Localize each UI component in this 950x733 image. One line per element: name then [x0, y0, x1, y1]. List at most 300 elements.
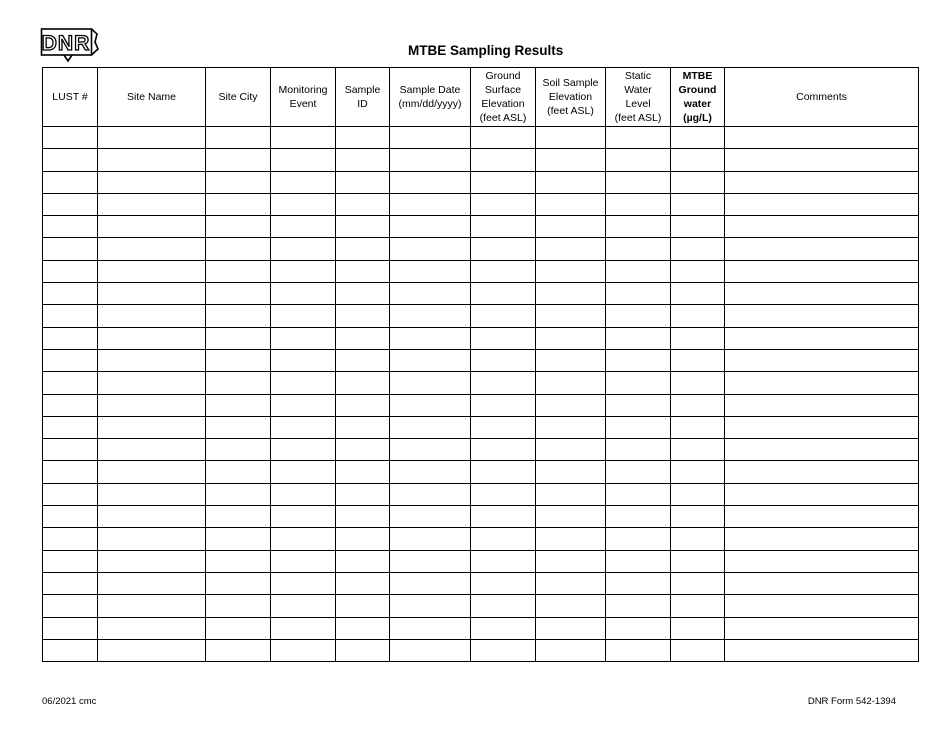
table-cell-static-water-level[interactable]: [606, 238, 671, 260]
page-title: MTBE Sampling Results: [408, 43, 564, 58]
table-cell-soil-sample-elevation[interactable]: [536, 617, 606, 639]
table-cell-ground-surface-elevation[interactable]: [471, 349, 536, 371]
table-cell-ground-surface-elevation[interactable]: [471, 260, 536, 282]
table-row: [43, 483, 919, 505]
table-cell-sample-id[interactable]: [336, 639, 390, 661]
table-cell-site-city[interactable]: [206, 327, 271, 349]
table-cell-comments[interactable]: [725, 127, 919, 149]
table-cell-site-name[interactable]: [98, 439, 206, 461]
table-cell-site-city[interactable]: [206, 149, 271, 171]
table-cell-comments[interactable]: [725, 595, 919, 617]
table-cell-lust[interactable]: [43, 394, 98, 416]
table-cell-mtbe-groundwater[interactable]: [671, 171, 725, 193]
table-cell-mtbe-groundwater[interactable]: [671, 327, 725, 349]
table-row: [43, 127, 919, 149]
table-cell-mtbe-groundwater[interactable]: [671, 528, 725, 550]
table-cell-ground-surface-elevation[interactable]: [471, 572, 536, 594]
table-cell-static-water-level[interactable]: [606, 550, 671, 572]
table-cell-monitoring-event[interactable]: [271, 572, 336, 594]
table-cell-comments[interactable]: [725, 528, 919, 550]
table-cell-site-name[interactable]: [98, 572, 206, 594]
table-cell-sample-date[interactable]: [390, 639, 471, 661]
table-cell-soil-sample-elevation[interactable]: [536, 260, 606, 282]
table-cell-comments[interactable]: [725, 394, 919, 416]
table-cell-site-city[interactable]: [206, 595, 271, 617]
table-cell-site-city[interactable]: [206, 260, 271, 282]
table-row: [43, 171, 919, 193]
table-cell-sample-id[interactable]: [336, 193, 390, 215]
table-cell-mtbe-groundwater[interactable]: [671, 550, 725, 572]
table-cell-mtbe-groundwater[interactable]: [671, 617, 725, 639]
table-cell-monitoring-event[interactable]: [271, 216, 336, 238]
table-cell-ground-surface-elevation[interactable]: [471, 283, 536, 305]
table-cell-monitoring-event[interactable]: [271, 439, 336, 461]
column-header-line: Elevation: [481, 98, 525, 110]
table-cell-site-city[interactable]: [206, 127, 271, 149]
footer-form-number: DNR Form 542-1394: [807, 696, 896, 707]
table-cell-ground-surface-elevation[interactable]: [471, 372, 536, 394]
column-header-line: water: [683, 98, 712, 110]
table-cell-static-water-level[interactable]: [606, 528, 671, 550]
table-cell-mtbe-groundwater[interactable]: [671, 595, 725, 617]
table-cell-mtbe-groundwater[interactable]: [671, 639, 725, 661]
table-cell-sample-date[interactable]: [390, 327, 471, 349]
table-cell-static-water-level[interactable]: [606, 639, 671, 661]
table-cell-sample-id[interactable]: [336, 216, 390, 238]
table-cell-comments[interactable]: [725, 260, 919, 282]
column-header-line: (feet ASL): [614, 112, 662, 124]
table-cell-static-water-level[interactable]: [606, 595, 671, 617]
table-cell-site-city[interactable]: [206, 372, 271, 394]
table-cell-sample-id[interactable]: [336, 439, 390, 461]
table-cell-mtbe-groundwater[interactable]: [671, 349, 725, 371]
table-cell-soil-sample-elevation[interactable]: [536, 461, 606, 483]
table-cell-site-city[interactable]: [206, 305, 271, 327]
table-cell-sample-date[interactable]: [390, 171, 471, 193]
table-cell-mtbe-groundwater[interactable]: [671, 283, 725, 305]
column-header-line: (µg/L): [683, 112, 712, 124]
table-cell-comments[interactable]: [725, 193, 919, 215]
table-cell-ground-surface-elevation[interactable]: [471, 528, 536, 550]
table-cell-static-water-level[interactable]: [606, 349, 671, 371]
table-cell-mtbe-groundwater[interactable]: [671, 483, 725, 505]
table-cell-comments[interactable]: [725, 461, 919, 483]
results-table: [42, 67, 919, 662]
table-cell-site-name[interactable]: [98, 506, 206, 528]
table-cell-site-name[interactable]: [98, 394, 206, 416]
table-cell-ground-surface-elevation[interactable]: [471, 639, 536, 661]
table-cell-lust[interactable]: [43, 372, 98, 394]
table-cell-sample-date[interactable]: [390, 461, 471, 483]
table-cell-site-city[interactable]: [206, 483, 271, 505]
table-cell-soil-sample-elevation[interactable]: [536, 238, 606, 260]
table-row: [43, 260, 919, 282]
table-cell-site-name[interactable]: [98, 349, 206, 371]
table-cell-site-city[interactable]: [206, 550, 271, 572]
table-cell-sample-date[interactable]: [390, 260, 471, 282]
table-cell-sample-id[interactable]: [336, 238, 390, 260]
table-cell-ground-surface-elevation[interactable]: [471, 171, 536, 193]
table-cell-site-city[interactable]: [206, 349, 271, 371]
table-cell-lust[interactable]: [43, 439, 98, 461]
table-cell-static-water-level[interactable]: [606, 283, 671, 305]
table-cell-soil-sample-elevation[interactable]: [536, 283, 606, 305]
table-cell-lust[interactable]: [43, 305, 98, 327]
table-cell-site-name[interactable]: [98, 550, 206, 572]
table-cell-sample-date[interactable]: [390, 394, 471, 416]
table-cell-sample-id[interactable]: [336, 595, 390, 617]
table-cell-lust[interactable]: [43, 416, 98, 438]
table-cell-lust[interactable]: [43, 506, 98, 528]
table-cell-comments[interactable]: [725, 617, 919, 639]
table-cell-site-name[interactable]: [98, 283, 206, 305]
table-cell-site-name[interactable]: [98, 149, 206, 171]
table-row: [43, 149, 919, 171]
table-cell-lust[interactable]: [43, 550, 98, 572]
table-cell-site-name[interactable]: [98, 528, 206, 550]
table-cell-mtbe-groundwater[interactable]: [671, 238, 725, 260]
table-cell-sample-id[interactable]: [336, 127, 390, 149]
table-cell-sample-id[interactable]: [336, 149, 390, 171]
table-cell-comments[interactable]: [725, 439, 919, 461]
column-header-line: Water: [624, 84, 652, 96]
table-cell-monitoring-event[interactable]: [271, 595, 336, 617]
table-cell-sample-id[interactable]: [336, 483, 390, 505]
table-cell-site-name[interactable]: [98, 372, 206, 394]
table-cell-site-city[interactable]: [206, 238, 271, 260]
table-cell-sample-date[interactable]: [390, 439, 471, 461]
table-cell-site-name[interactable]: [98, 260, 206, 282]
table-cell-sample-date[interactable]: [390, 283, 471, 305]
table-cell-comments[interactable]: [725, 349, 919, 371]
table-cell-ground-surface-elevation[interactable]: [471, 461, 536, 483]
table-cell-soil-sample-elevation[interactable]: [536, 305, 606, 327]
table-cell-monitoring-event[interactable]: [271, 327, 336, 349]
table-cell-static-water-level[interactable]: [606, 461, 671, 483]
column-header-site-name: [98, 68, 206, 127]
table-cell-mtbe-groundwater[interactable]: [671, 372, 725, 394]
table-cell-lust[interactable]: [43, 327, 98, 349]
table-cell-ground-surface-elevation[interactable]: [471, 617, 536, 639]
table-cell-static-water-level[interactable]: [606, 572, 671, 594]
table-cell-comments[interactable]: [725, 283, 919, 305]
table-cell-comments[interactable]: [725, 572, 919, 594]
table-cell-site-name[interactable]: [98, 127, 206, 149]
table-cell-sample-id[interactable]: [336, 617, 390, 639]
table-cell-monitoring-event[interactable]: [271, 461, 336, 483]
table-cell-site-name[interactable]: [98, 216, 206, 238]
table-cell-mtbe-groundwater[interactable]: [671, 193, 725, 215]
table-cell-monitoring-event[interactable]: [271, 506, 336, 528]
table-cell-lust[interactable]: [43, 149, 98, 171]
table-cell-ground-surface-elevation[interactable]: [471, 127, 536, 149]
table-cell-static-water-level[interactable]: [606, 394, 671, 416]
table-cell-monitoring-event[interactable]: [271, 416, 336, 438]
table-cell-site-city[interactable]: [206, 506, 271, 528]
table-cell-lust[interactable]: [43, 127, 98, 149]
table-row: [43, 349, 919, 371]
table-row: [43, 639, 919, 661]
table-cell-static-water-level[interactable]: [606, 171, 671, 193]
table-cell-site-name[interactable]: [98, 639, 206, 661]
table-cell-comments[interactable]: [725, 327, 919, 349]
table-cell-site-city[interactable]: [206, 416, 271, 438]
table-cell-sample-date[interactable]: [390, 149, 471, 171]
table-cell-monitoring-event[interactable]: [271, 528, 336, 550]
table-cell-ground-surface-elevation[interactable]: [471, 550, 536, 572]
table-cell-monitoring-event[interactable]: [271, 127, 336, 149]
footer-revision: 06/2021 cmc: [42, 696, 97, 707]
table-cell-sample-id[interactable]: [336, 572, 390, 594]
table-cell-sample-id[interactable]: [336, 260, 390, 282]
table-cell-sample-date[interactable]: [390, 528, 471, 550]
table-cell-mtbe-groundwater[interactable]: [671, 572, 725, 594]
table-cell-lust[interactable]: [43, 461, 98, 483]
table-cell-sample-date[interactable]: [390, 595, 471, 617]
table-cell-comments[interactable]: [725, 216, 919, 238]
table-cell-comments[interactable]: [725, 483, 919, 505]
table-cell-soil-sample-elevation[interactable]: [536, 550, 606, 572]
table-cell-mtbe-groundwater[interactable]: [671, 506, 725, 528]
table-cell-sample-date[interactable]: [390, 550, 471, 572]
table-cell-monitoring-event[interactable]: [271, 550, 336, 572]
table-cell-soil-sample-elevation[interactable]: [536, 349, 606, 371]
table-row: [43, 327, 919, 349]
table-cell-comments[interactable]: [725, 550, 919, 572]
table-cell-mtbe-groundwater[interactable]: [671, 127, 725, 149]
table-cell-ground-surface-elevation[interactable]: [471, 305, 536, 327]
table-cell-site-city[interactable]: [206, 193, 271, 215]
table-cell-monitoring-event[interactable]: [271, 305, 336, 327]
table-cell-monitoring-event[interactable]: [271, 149, 336, 171]
table-cell-soil-sample-elevation[interactable]: [536, 327, 606, 349]
table-cell-sample-date[interactable]: [390, 238, 471, 260]
column-header-line: Surface: [484, 84, 522, 96]
table-cell-monitoring-event[interactable]: [271, 193, 336, 215]
column-header-line: Sample Date: [399, 84, 461, 96]
table-cell-sample-id[interactable]: [336, 394, 390, 416]
table-cell-static-water-level[interactable]: [606, 439, 671, 461]
table-cell-monitoring-event[interactable]: [271, 372, 336, 394]
table-cell-soil-sample-elevation[interactable]: [536, 416, 606, 438]
table-cell-sample-date[interactable]: [390, 193, 471, 215]
table-cell-lust[interactable]: [43, 238, 98, 260]
table-cell-ground-surface-elevation[interactable]: [471, 416, 536, 438]
header-row: [43, 68, 919, 127]
table-cell-comments[interactable]: [725, 305, 919, 327]
table-cell-sample-date[interactable]: [390, 349, 471, 371]
table-cell-ground-surface-elevation[interactable]: [471, 193, 536, 215]
table-cell-sample-id[interactable]: [336, 550, 390, 572]
table-cell-static-water-level[interactable]: [606, 617, 671, 639]
table-cell-static-water-level[interactable]: [606, 305, 671, 327]
table-cell-sample-id[interactable]: [336, 372, 390, 394]
table-cell-sample-date[interactable]: [390, 216, 471, 238]
column-header-site-city: [206, 68, 271, 127]
table-cell-site-name[interactable]: [98, 238, 206, 260]
column-header-line: LUST #: [52, 91, 88, 103]
column-header-line: (feet ASL): [479, 112, 527, 124]
table-cell-sample-date[interactable]: [390, 305, 471, 327]
table-row: [43, 238, 919, 260]
table-cell-site-name[interactable]: [98, 461, 206, 483]
table-cell-static-water-level[interactable]: [606, 416, 671, 438]
table-cell-mtbe-groundwater[interactable]: [671, 216, 725, 238]
column-header-line: (feet ASL): [547, 105, 594, 117]
table-cell-site-city[interactable]: [206, 572, 271, 594]
table-cell-comments[interactable]: [725, 171, 919, 193]
table-cell-monitoring-event[interactable]: [271, 283, 336, 305]
table-cell-lust[interactable]: [43, 528, 98, 550]
table-cell-static-water-level[interactable]: [606, 127, 671, 149]
table-cell-soil-sample-elevation[interactable]: [536, 572, 606, 594]
table-cell-soil-sample-elevation[interactable]: [536, 127, 606, 149]
table-cell-static-water-level[interactable]: [606, 216, 671, 238]
table-cell-comments[interactable]: [725, 149, 919, 171]
table-cell-lust[interactable]: [43, 171, 98, 193]
table-cell-site-name[interactable]: [98, 483, 206, 505]
table-cell-lust[interactable]: [43, 349, 98, 371]
table-cell-site-name[interactable]: [98, 617, 206, 639]
table-cell-mtbe-groundwater[interactable]: [671, 260, 725, 282]
table-cell-mtbe-groundwater[interactable]: [671, 416, 725, 438]
table-cell-ground-surface-elevation[interactable]: [471, 439, 536, 461]
table-cell-soil-sample-elevation[interactable]: [536, 193, 606, 215]
table-cell-sample-date[interactable]: [390, 506, 471, 528]
table-cell-lust[interactable]: [43, 483, 98, 505]
table-cell-ground-surface-elevation[interactable]: [471, 394, 536, 416]
table-cell-site-city[interactable]: [206, 283, 271, 305]
table-cell-lust[interactable]: [43, 617, 98, 639]
table-row: [43, 372, 919, 394]
table-cell-soil-sample-elevation[interactable]: [536, 149, 606, 171]
table-cell-sample-id[interactable]: [336, 327, 390, 349]
table-cell-comments[interactable]: [725, 506, 919, 528]
column-header-line: Ground: [678, 84, 717, 96]
table-cell-comments[interactable]: [725, 238, 919, 260]
column-header-line: Site City: [218, 91, 258, 103]
table-cell-lust[interactable]: [43, 260, 98, 282]
table-cell-mtbe-groundwater[interactable]: [671, 149, 725, 171]
table-cell-static-water-level[interactable]: [606, 372, 671, 394]
table-cell-sample-id[interactable]: [336, 416, 390, 438]
table-cell-monitoring-event[interactable]: [271, 394, 336, 416]
table-cell-site-name[interactable]: [98, 327, 206, 349]
table-cell-site-city[interactable]: [206, 617, 271, 639]
table-cell-mtbe-groundwater[interactable]: [671, 461, 725, 483]
table-cell-site-name[interactable]: [98, 305, 206, 327]
table-cell-static-water-level[interactable]: [606, 506, 671, 528]
table-row: [43, 216, 919, 238]
table-cell-static-water-level[interactable]: [606, 193, 671, 215]
table-cell-lust[interactable]: [43, 216, 98, 238]
table-cell-monitoring-event[interactable]: [271, 617, 336, 639]
table-cell-soil-sample-elevation[interactable]: [536, 372, 606, 394]
table-cell-sample-id[interactable]: [336, 171, 390, 193]
table-cell-site-city[interactable]: [206, 439, 271, 461]
table-cell-soil-sample-elevation[interactable]: [536, 506, 606, 528]
table-cell-mtbe-groundwater[interactable]: [671, 439, 725, 461]
table-cell-site-name[interactable]: [98, 171, 206, 193]
table-cell-comments[interactable]: [725, 416, 919, 438]
table-cell-sample-date[interactable]: [390, 572, 471, 594]
table-cell-monitoring-event[interactable]: [271, 349, 336, 371]
table-cell-sample-id[interactable]: [336, 305, 390, 327]
table-cell-soil-sample-elevation[interactable]: [536, 216, 606, 238]
table-cell-site-city[interactable]: [206, 639, 271, 661]
table-row: [43, 572, 919, 594]
table-cell-site-name[interactable]: [98, 193, 206, 215]
column-header-line: (mm/dd/yyyy): [398, 98, 462, 110]
table-cell-ground-surface-elevation[interactable]: [471, 238, 536, 260]
table-cell-monitoring-event[interactable]: [271, 171, 336, 193]
table-cell-soil-sample-elevation[interactable]: [536, 528, 606, 550]
table-cell-static-water-level[interactable]: [606, 260, 671, 282]
table-cell-sample-id[interactable]: [336, 506, 390, 528]
table-cell-static-water-level[interactable]: [606, 327, 671, 349]
table-cell-sample-date[interactable]: [390, 416, 471, 438]
table-cell-monitoring-event[interactable]: [271, 483, 336, 505]
table-cell-lust[interactable]: [43, 639, 98, 661]
table-cell-site-city[interactable]: [206, 461, 271, 483]
table-cell-ground-surface-elevation[interactable]: [471, 483, 536, 505]
table-cell-site-city[interactable]: [206, 528, 271, 550]
column-header-line: ID: [357, 98, 368, 110]
column-header-line: Comments: [796, 91, 847, 103]
table-cell-lust[interactable]: [43, 595, 98, 617]
table-cell-static-water-level[interactable]: [606, 149, 671, 171]
table-cell-sample-id[interactable]: [336, 528, 390, 550]
table-cell-lust[interactable]: [43, 193, 98, 215]
table-cell-ground-surface-elevation[interactable]: [471, 506, 536, 528]
table-cell-soil-sample-elevation[interactable]: [536, 483, 606, 505]
table-cell-site-city[interactable]: [206, 394, 271, 416]
table-cell-site-city[interactable]: [206, 171, 271, 193]
column-header-comments: [725, 68, 919, 127]
table-row: [43, 528, 919, 550]
table-cell-soil-sample-elevation[interactable]: [536, 595, 606, 617]
table-cell-monitoring-event[interactable]: [271, 639, 336, 661]
table-cell-sample-date[interactable]: [390, 617, 471, 639]
table-cell-ground-surface-elevation[interactable]: [471, 595, 536, 617]
table-cell-comments[interactable]: [725, 372, 919, 394]
table-cell-sample-date[interactable]: [390, 372, 471, 394]
table-cell-sample-date[interactable]: [390, 127, 471, 149]
table-cell-sample-id[interactable]: [336, 349, 390, 371]
table-cell-soil-sample-elevation[interactable]: [536, 394, 606, 416]
table-cell-ground-surface-elevation[interactable]: [471, 327, 536, 349]
table-cell-mtbe-groundwater[interactable]: [671, 305, 725, 327]
table-cell-soil-sample-elevation[interactable]: [536, 439, 606, 461]
table-cell-static-water-level[interactable]: [606, 483, 671, 505]
table-cell-mtbe-groundwater[interactable]: [671, 394, 725, 416]
table-cell-ground-surface-elevation[interactable]: [471, 216, 536, 238]
table-cell-lust[interactable]: [43, 572, 98, 594]
table-cell-soil-sample-elevation[interactable]: [536, 171, 606, 193]
table-cell-sample-id[interactable]: [336, 461, 390, 483]
table-cell-site-city[interactable]: [206, 216, 271, 238]
table-cell-soil-sample-elevation[interactable]: [536, 639, 606, 661]
table-cell-lust[interactable]: [43, 283, 98, 305]
table-cell-monitoring-event[interactable]: [271, 238, 336, 260]
table-cell-site-name[interactable]: [98, 595, 206, 617]
table-cell-sample-id[interactable]: [336, 283, 390, 305]
table-cell-sample-date[interactable]: [390, 483, 471, 505]
table-cell-monitoring-event[interactable]: [271, 260, 336, 282]
table-cell-comments[interactable]: [725, 639, 919, 661]
table-cell-ground-surface-elevation[interactable]: [471, 149, 536, 171]
table-cell-site-name[interactable]: [98, 416, 206, 438]
